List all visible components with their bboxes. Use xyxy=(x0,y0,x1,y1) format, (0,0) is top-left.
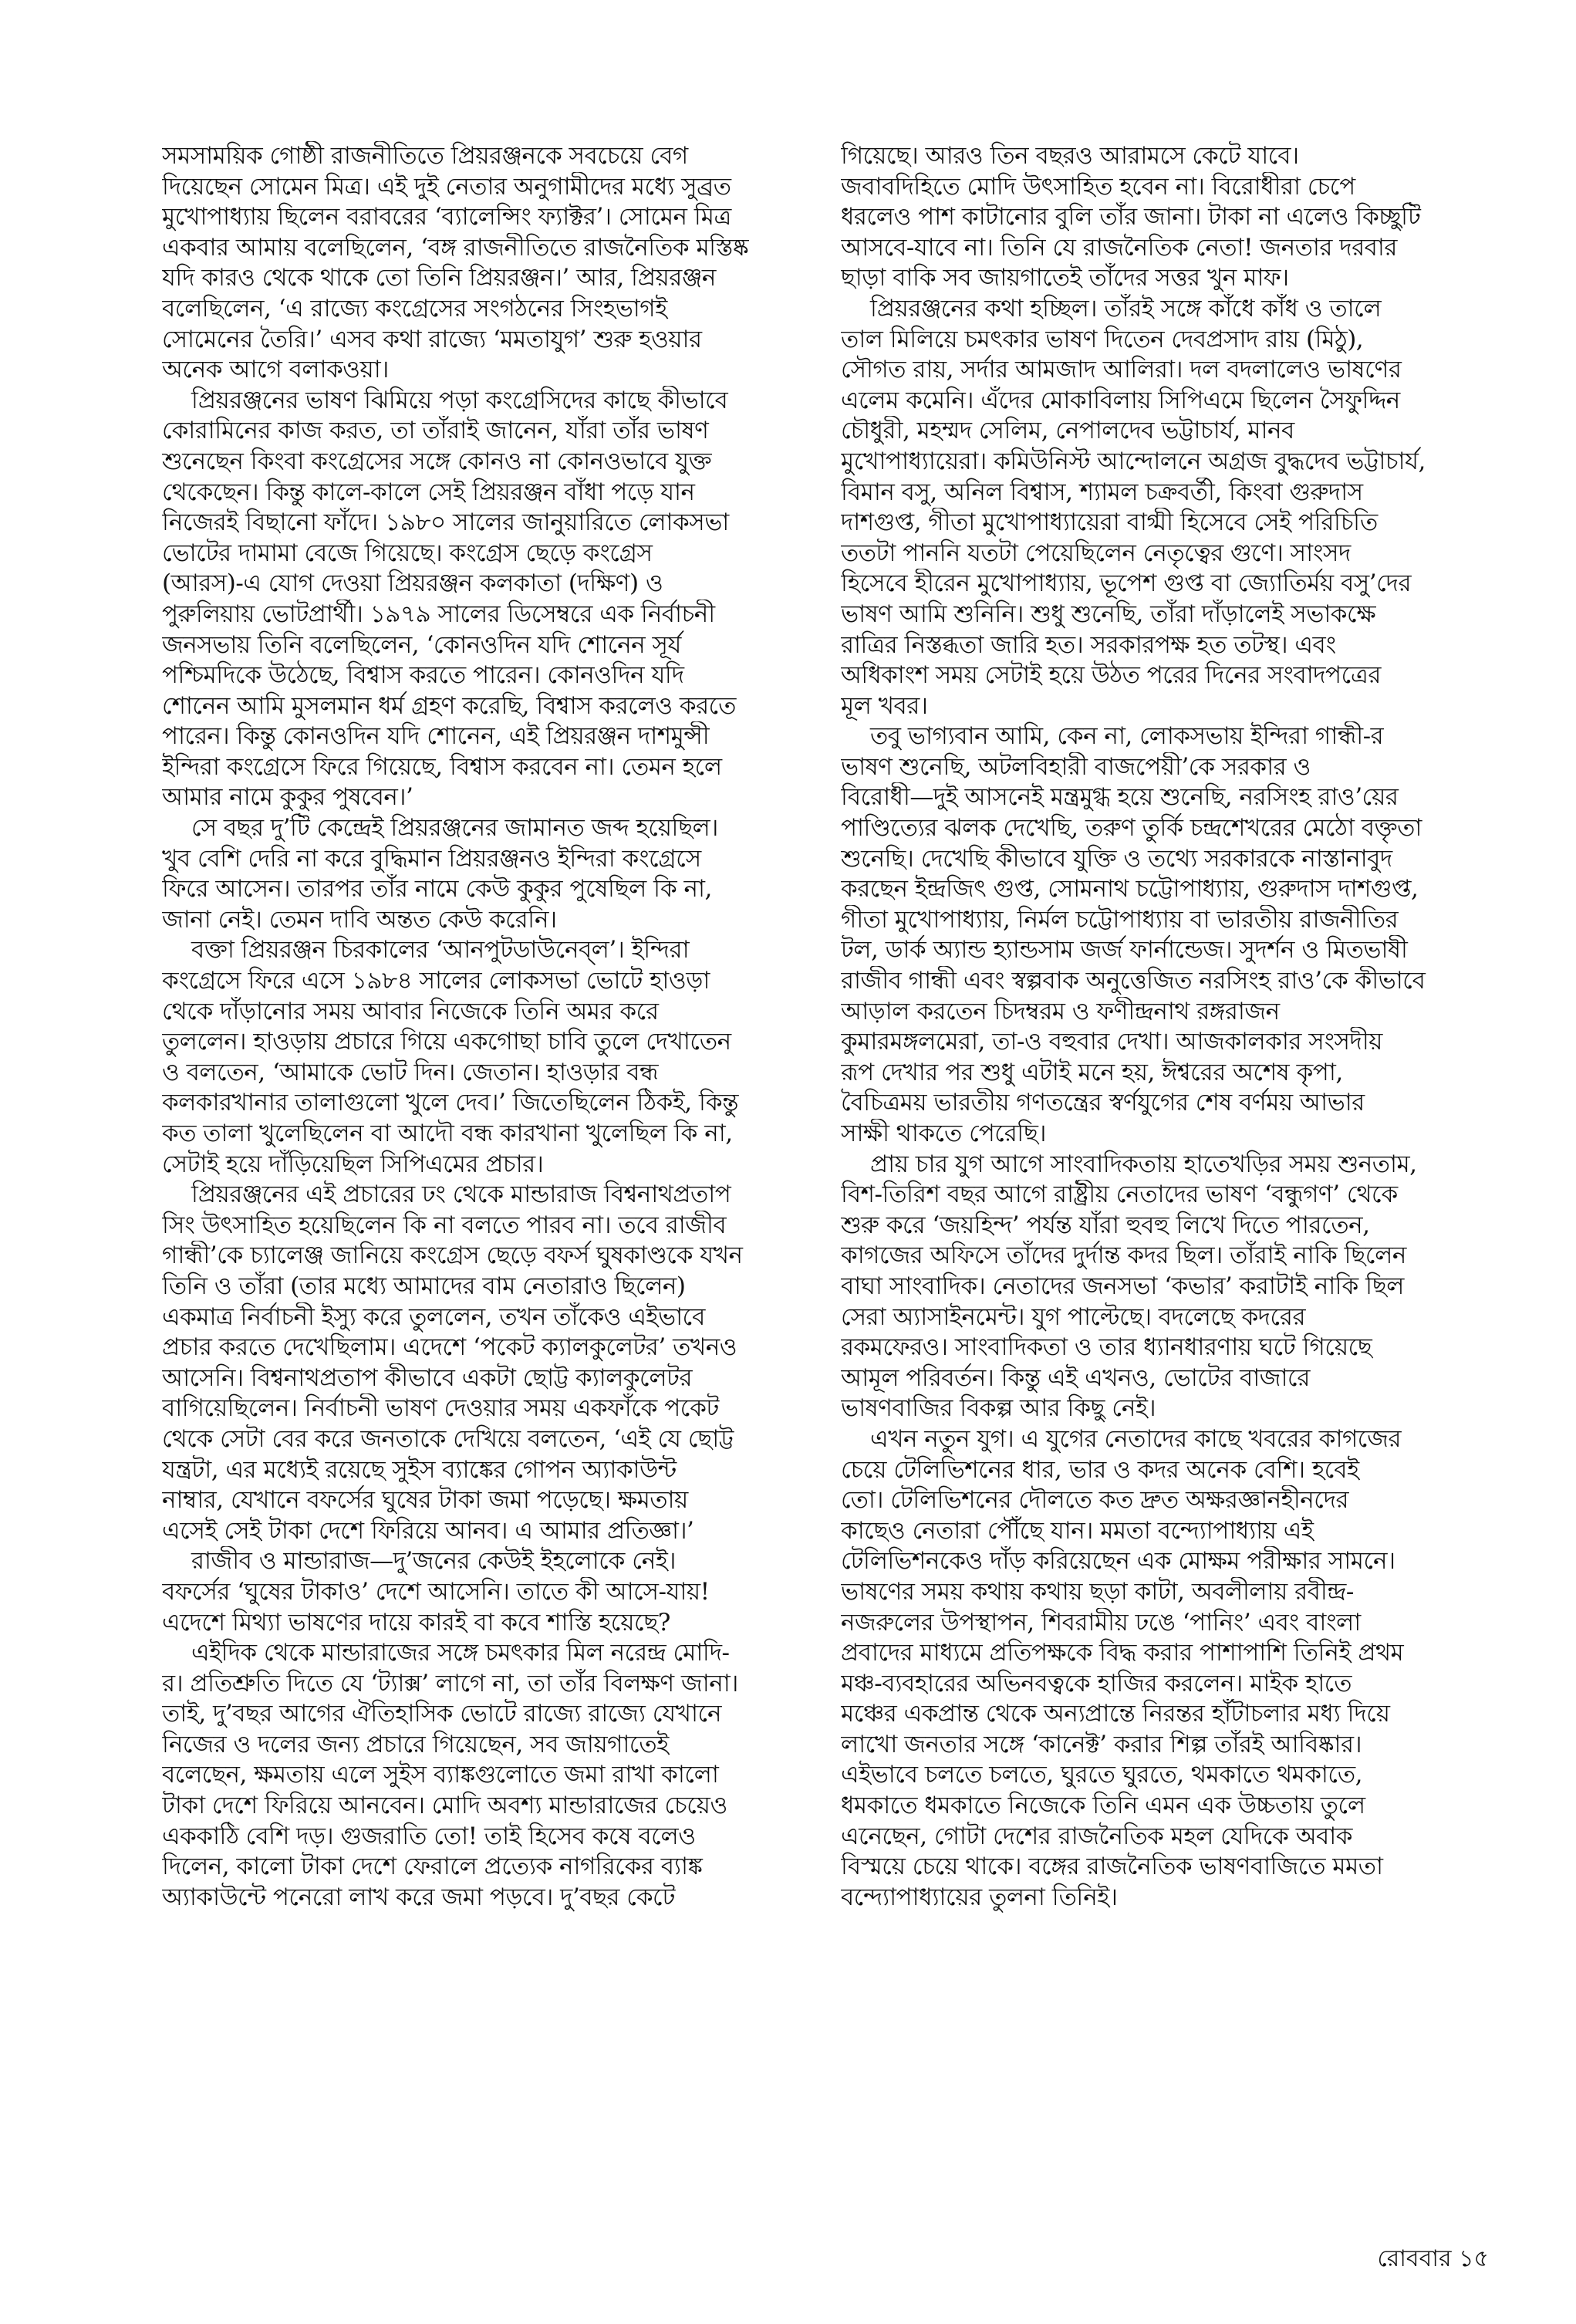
text-line: তুললেন। হাওড়ায় প্রচারে গিয়ে একগোছা চাবি তুলে দেখাতেন xyxy=(162,1028,731,1056)
text-line: ভাষণবাজির বিকল্প আর কিছু নেই। xyxy=(841,1394,1156,1423)
text-line: শুরু করে ‘জয়হিন্দ’ পর্যন্ত যাঁরা হুবহু লিখে দিতে পারতেন, xyxy=(841,1211,1370,1239)
text-line: কাগজের অফিসে তাঁদের দুর্দান্ত কদর ছিল। তাঁরাই নাকি ছিলেন xyxy=(841,1241,1406,1270)
text-line: গিয়েছে। আরও তিন বছরও আরামসে কেটে যাবে। xyxy=(841,142,1299,170)
text-line: এদেশে মিথ্যা ভাষণের দায়ে কারই বা কবে শাস্তি হয়েছে? xyxy=(162,1608,670,1637)
text-line: শুনেছেন কিংবা কংগ্রেসের সঙ্গে কোনও না কোনওভাবে যুক্ত xyxy=(162,447,712,475)
text-line: কাছেও নেতারা পৌঁছে যান। মমতা বন্দ্যোপাধ্যায় এই xyxy=(841,1516,1314,1545)
text-line: রাত্রির নিস্তব্ধতা জারি হত। সরকারপক্ষ হত তটস্থ। এবং xyxy=(841,630,1336,659)
text-line: টাকা দেশে ফিরিয়ে আনবেন। মোদি অবশ্য মান্ডারাজের চেয়েও xyxy=(162,1792,727,1820)
text-line: প্রায় চার যুগ আগে সাংবাদিকতায় হাতেখড়ির সময় শুনতাম, xyxy=(870,1150,1417,1178)
paragraph xyxy=(162,1546,810,1638)
text-line: ভাষণের সময় কথায় কথায় ছড়া কাটা, অবলীলায় রবীন্দ্র- xyxy=(841,1577,1354,1606)
text-line: প্রিয়রঞ্জনের ভাষণ ঝিমিয়ে পড়া কংগ্রেসিদের কাছে কীভাবে xyxy=(191,386,728,414)
text-line: সেরা অ্যাসাইনমেন্ট। যুগ পাল্টেছে। বদলেছে কদরের xyxy=(841,1302,1306,1331)
paragraph xyxy=(162,935,810,1180)
text-line: বক্তা প্রিয়রঞ্জন চিরকালের ‘আনপুটডাউনেব্‌ল’। ইন্দিরা xyxy=(191,936,690,964)
text-line: ভোটের দামামা বেজে গিয়েছে। কংগ্রেস ছেড়ে কংগ্রেস xyxy=(162,539,653,567)
text-line: এলেম কমেনি। এঁদের মোকাবিলায় সিপিএমে ছিলেন সৈফুদ্দিন xyxy=(841,386,1400,414)
text-line: দিলেন, কালো টাকা দেশে ফেরালে প্রত্যেক নাগরিকের ব্যাঙ্ক xyxy=(162,1853,703,1881)
text-line: এইদিক থেকে মান্ডারাজের সঙ্গে চমৎকার মিল নরেন্দ্র মোদি- xyxy=(191,1639,730,1667)
text-line: পারেন। কিন্তু কোনওদিন যদি শোনেন, এই প্রিয়রঞ্জন দাশমুন্সী xyxy=(162,722,710,751)
text-line: তাল মিলিয়ে চমৎকার ভাষণ দিতেন দেবপ্রসাদ রায় (মিঠু), xyxy=(841,325,1364,353)
text-line: মুখোপাধ্যায় ছিলেন বরাবরের ‘ব্যালেন্সিং ফ্যাক্টর’। সোমেন মিত্র xyxy=(162,203,731,231)
text-line: সাক্ষী থাকতে পেরেছি। xyxy=(841,1120,1046,1147)
text-line: মঞ্চ-ব্যবহারের অভিনবত্বকে হাজির করলেন। মাইক হাতে xyxy=(841,1669,1352,1697)
text-line: নিজের ও দলের জন্য প্রচারে গিয়েছেন, সব জায়গাতেই xyxy=(162,1730,669,1758)
text-line: র। প্রতিশ্রুতি দিতে যে ‘ট্যাক্স’ লাগে না, তা তাঁর বিলক্ষণ জানা। xyxy=(162,1669,738,1697)
text-line: আসেনি। বিশ্বনাথপ্রতাপ কীভাবে একটা ছোট্ট ক্যালকুলেটর xyxy=(162,1363,693,1392)
text-line: ধমকাতে ধমকাতে নিজেকে তিনি এমন এক উচ্চতায় তুলে xyxy=(841,1792,1365,1820)
text-line: প্রবাদের মাধ্যমে প্রতিপক্ষকে বিদ্ধ করার পাশাপাশি তিনিই প্রথম xyxy=(841,1639,1404,1667)
text-line: রকমফেরও। সাংবাদিকতা ও তার ধ্যানধারণায় ঘটে গিয়েছে xyxy=(841,1333,1372,1362)
text-line: তাই, দু’বছর আগের ঐতিহাসিক ভোটে রাজ্যে রাজ্যে যেখানে xyxy=(162,1700,721,1728)
text-line: গান্ধী’কে চ্যালেঞ্জ জানিয়ে কংগ্রেস ছেড়ে বফর্স ঘুষকাণ্ডকে যখন xyxy=(162,1241,743,1270)
text-line: ইন্দিরা কংগ্রেসে ফিরে গিয়েছে, বিশ্বাস করবেন না। তেমন হলে xyxy=(162,752,722,781)
text-line: এককাঠি বেশি দড়। গুজরাতি তো! তাই হিসেব কষে বলেও xyxy=(162,1822,696,1850)
text-line: কত তালা খুলেছিলেন বা আদৌ বন্ধ কারখানা খুলেছিল কি না, xyxy=(162,1120,733,1147)
text-line: সমসাময়িক গোষ্ঠী রাজনীতিতে প্রিয়রঞ্জনকে সবচেয়ে বেগ xyxy=(162,142,688,170)
text-line: কুমারমঙ্গলমেরা, তা-ও বহুবার দেখা। আজকালকার সংসদীয় xyxy=(841,1028,1382,1056)
text-line: শুনেছি। দেখেছি কীভাবে যুক্তি ও তথ্যে সরকারকে নাস্তানাবুদ xyxy=(841,844,1392,873)
text-line: থেকে দাঁড়ানোর সময় আবার নিজেকে তিনি অমর করে xyxy=(162,997,659,1025)
text-line: প্রচার করতে দেখেছিলাম। এদেশে ‘পকেট ক্যালকুলেটর’ তখনও xyxy=(162,1333,737,1362)
text-line: কোরামিনের কাজ করত, তা তাঁরাই জানেন, যাঁরা তাঁর ভাষণ xyxy=(162,417,709,445)
text-line: আড়াল করতেন চিদম্বরম ও ফণীন্দ্রনাথ রঙ্গরাজন xyxy=(841,997,1280,1025)
text-line: দিয়েছেন সোমেন মিত্র। এই দুই নেতার অনুগামীদের মধ্যে সুব্রত xyxy=(162,172,731,201)
text-line: আসবে-যাবে না। তিনি যে রাজনৈতিক নেতা! জনতার দরবার xyxy=(841,233,1397,262)
text-line: বফর্সের ‘ঘুষের টাকাও’ দেশে আসেনি। তাতে কী আসে-যায়! xyxy=(162,1577,710,1606)
text-line: যদি কারও থেকে থাকে তো তিনি প্রিয়রঞ্জন।’ আর, প্রিয়রঞ্জন xyxy=(162,264,716,292)
text-line: ধরলেও পাশ কাটানোর বুলি তাঁর জানা। টাকা না এলেও কিচ্ছুটি xyxy=(841,203,1421,231)
text-line: ভাষণ আমি শুনিনি। শুধু শুনেছি, তাঁরা দাঁড়ালেই সভাকক্ষে xyxy=(841,600,1376,628)
text-line: ছাড়া বাকি সব জায়গাতেই তাঁদের সত্তর খুন মাফ। xyxy=(841,264,1289,292)
text-line: কলকারখানার তালাগুলো খুলে দেব।’ জিতেছিলেন ঠিকই, কিন্তু xyxy=(162,1089,738,1117)
text-line: অধিকাংশ সময় সেটাই হয়ে উঠত পরের দিনের সংবাদপত্রের xyxy=(841,661,1381,690)
text-line: জনসভায় তিনি বলেছিলেন, ‘কোনওদিন যদি শোনেন সূর্য xyxy=(162,630,681,659)
paragraph xyxy=(162,386,810,813)
paragraph xyxy=(841,141,1490,294)
text-line: বিরোধী—দুই আসনেই মন্ত্রমুগ্ধ হয়ে শুনেছি, নরসিংহ রাও’য়ের xyxy=(841,783,1399,812)
text-line: কংগ্রেসে ফিরে এসে ১৯৮৪ সালের লোকসভা ভোটে হাওড়া xyxy=(162,967,710,995)
text-line: রূপ দেখার পর শুধু এটাই মনে হয়, ঈশ্বরের অশেষ কৃপা, xyxy=(841,1058,1343,1086)
text-line: একমাত্র নির্বাচনী ইস্যু করে তুললেন, তখন তাঁকেও এইভাবে xyxy=(162,1302,705,1331)
text-line: এখন নতুন যুগ। এ যুগের নেতাদের কাছে খবরের কাগজের xyxy=(870,1424,1402,1453)
text-line: পুরুলিয়ায় ভোটপ্রার্থী। ১৯৭৯ সালের ডিসেম্বরে এক নির্বাচনী xyxy=(162,600,715,628)
paragraph xyxy=(841,721,1490,1149)
text-line: একবার আমায় বলেছিলেন, ‘বঙ্গ রাজনীতিতে রাজনৈতিক মস্তিষ্ক xyxy=(162,233,749,262)
left-column xyxy=(162,141,810,1913)
text-line: রাজীব গান্ধী এবং স্বল্পবাক অনুত্তেজিত নরসিংহ রাও’কে কীভাবে xyxy=(841,967,1426,995)
text-line: এনেছেন, গোটা দেশের রাজনৈতিক মহল যেদিকে অবাক xyxy=(841,1822,1352,1850)
text-line: লাখো জনতার সঙ্গে ‘কানেক্ট’ করার শিল্প তাঁরই আবিষ্কার। xyxy=(841,1730,1362,1758)
text-line: বন্দ্যোপাধ্যায়ের তুলনা তিনিই। xyxy=(841,1883,1118,1911)
text-line: অনেক আগে বলাকওয়া। xyxy=(162,356,389,384)
text-line: অ্যাকাউন্টে পনেরো লাখ করে জমা পড়বে। দু’বছর কেটে xyxy=(162,1883,675,1911)
text-line: শোনেন আমি মুসলমান ধর্ম গ্রহণ করেছি, বিশ্বাস করলেও করতে xyxy=(162,691,736,720)
text-line: বিস্ময়ে চেয়ে থাকে। বঙ্গের রাজনৈতিক ভাষণবাজিতে মমতা xyxy=(841,1853,1383,1881)
text-line: তবু ভাগ্যবান আমি, কেন না, লোকসভায় ইন্দিরা গান্ধী-র xyxy=(870,722,1384,751)
text-line: বিশ-তিরিশ বছর আগে রাষ্ট্রীয় নেতাদের ভাষণ ‘বন্ধুগণ’ থেকে xyxy=(841,1181,1398,1209)
text-line: জানা নেই। তেমন দাবি অন্তত কেউ করেনি। xyxy=(162,905,557,934)
text-line: মুখোপাধ্যায়েরা। কমিউনিস্ট আন্দোলনে অগ্রজ বুদ্ধদেব ভট্টাচার্য, xyxy=(841,447,1426,475)
text-line: তো। টেলিভিশনের দৌলতে কত দ্রুত অক্ষরজ্ঞানহীনদের xyxy=(841,1486,1349,1515)
text-line: সিং উৎসাহিত হয়েছিলেন কি না বলতে পারব না। তবে রাজীব xyxy=(162,1211,727,1239)
text-line: থেকে সেটা বের করে জনতাকে দেখিয়ে বলতেন, ‘এই যে ছোট্ট xyxy=(162,1424,734,1453)
text-line: এইভাবে চলতে চলতে, ঘুরতে ঘুরতে, থমকাতে থমকাতে, xyxy=(841,1761,1362,1789)
text-line: মূল খবর। xyxy=(841,691,928,720)
text-line: নজরুলের উপস্থাপন, শিবরামীয় ঢঙে ‘পানিং’ এবং বাংলা xyxy=(841,1608,1361,1637)
text-line: বিমান বসু, অনিল বিশ্বাস, শ্যামল চক্রবর্তী, কিংবা গুরুদাস xyxy=(841,478,1363,506)
right-column xyxy=(841,141,1490,1913)
text-line: রাজীব ও মান্ডারাজ—দু’জনের কেউই ইহলোকে নেই। xyxy=(191,1547,677,1576)
text-line: এসেই সেই টাকা দেশে ফিরিয়ে আনব। এ আমার প্রতিজ্ঞা।’ xyxy=(162,1516,694,1545)
text-line: আমূল পরিবর্তন। কিন্তু এই এখনও, ভোটের বাজারে xyxy=(841,1363,1310,1392)
paragraph xyxy=(162,813,810,935)
page-footer xyxy=(1304,2244,1489,2275)
text-line: ফিরে আসেন। তারপর তাঁর নামে কেউ কুকুর পুষেছিল কি না, xyxy=(162,875,712,904)
text-line: টল, ডার্ক অ্যান্ড হ্যান্ডসাম জর্জ ফার্নান্ডেজ। সুদর্শন ও মিতভাষী xyxy=(841,936,1408,964)
text-line: ততটা পাননি যতটা পেয়েছিলেন নেতৃত্বের গুণে। সাংসদ xyxy=(841,539,1351,567)
text-line: বলেছেন, ক্ষমতায় এলে সুইস ব্যাঙ্কগুলোতে জমা রাখা কালো xyxy=(162,1761,719,1789)
paragraph xyxy=(162,1180,810,1546)
text-line: সৌগত রায়, সর্দার আমজাদ আলিরা। দল বদলালেও ভাষণের xyxy=(841,356,1402,384)
text-line: চেয়ে টেলিভিশনের ধার, ভার ও কদর অনেক বেশি। হবেই xyxy=(841,1455,1359,1484)
text-line: সেটাই হয়ে দাঁড়িয়েছিল সিপিএমের প্রচার। xyxy=(162,1150,544,1178)
text-line: বাঘা সাংবাদিক। নেতাদের জনসভা ‘কভার’ করাটাই নাকি ছিল xyxy=(841,1272,1404,1300)
text-line: প্রিয়রঞ্জনের কথা হচ্ছিল। তাঁরই সঙ্গে কাঁধে কাঁধ ও তালে xyxy=(870,294,1382,323)
magazine-name: রোববার xyxy=(1377,2245,1452,2272)
text-line: থেকেছেন। কিন্তু কালে-কালে সেই প্রিয়রঞ্জন বাঁধা পড়ে যান xyxy=(162,478,695,506)
text-line: টেলিভিশনকেও দাঁড় করিয়েছেন এক মোক্ষম পরীক্ষার সামনে। xyxy=(841,1547,1395,1576)
text-line: প্রিয়রঞ্জনের এই প্রচারের ঢং থেকে মান্ডারাজ বিশ্বনাথপ্রতাপ xyxy=(191,1181,731,1209)
text-line: ও বলতেন, ‘আমাকে ভোট দিন। জেতান। হাওড়ার বন্ধ xyxy=(162,1058,659,1086)
text-line: মঞ্চের একপ্রান্ত থেকে অন্যপ্রান্তে নিরন্তর হাঁটাচলার মধ্য দিয়ে xyxy=(841,1700,1390,1728)
text-line: গীতা মুখোপাধ্যায়, নির্মল চট্টোপাধ্যায় বা ভারতীয় রাজনীতির xyxy=(841,905,1399,934)
page-number: ১৫ xyxy=(1459,2245,1489,2272)
text-line: চৌধুরী, মহম্মদ সেলিম, নেপালদেব ভট্টাচার্য, মানব xyxy=(841,417,1294,445)
text-line: দাশগুপ্ত, গীতা মুখোপাধ্যায়েরা বাগ্মী হিসেবে সেই পরিচিতি xyxy=(841,508,1378,537)
text-line: নিজেরই বিছানো ফাঁদে। ১৯৮০ সালের জানুয়ারিতে লোকসভা xyxy=(162,508,729,537)
paragraph xyxy=(841,294,1490,721)
text-line: যন্ত্রটা, এর মধ্যেই রয়েছে সুইস ব্যাঙ্কের গোপন অ্যাকাউন্ট xyxy=(162,1455,677,1484)
paragraph xyxy=(841,1424,1490,1914)
text-line: নাম্বার, যেখানে বফর্সের ঘুষের টাকা জমা পড়েছে। ক্ষমতায় xyxy=(162,1486,688,1515)
paragraph xyxy=(841,1150,1490,1424)
text-line: খুব বেশি দেরি না করে বুদ্ধিমান প্রিয়রঞ্জনও ইন্দিরা কংগ্রেসে xyxy=(162,844,701,873)
text-line: আমার নামে কুকুর পুষবেন।’ xyxy=(162,783,413,812)
text-line: বলেছিলেন, ‘এ রাজ্যে কংগ্রেসের সংগঠনের সিংহভাগই xyxy=(162,294,667,323)
text-line: বাগিয়েছিলেন। নির্বাচনী ভাষণ দেওয়ার সময় একফাঁকে পকেট xyxy=(162,1394,719,1423)
paragraph xyxy=(162,1638,810,1913)
text-line: পশ্চিমদিকে উঠেছে, বিশ্বাস করতে পারেন। কোনওদিন যদি xyxy=(162,661,684,690)
text-line: করছেন ইন্দ্রজিৎ গুপ্ত, সোমনাথ চট্টোপাধ্যায়, গুরুদাস দাশগুপ্ত, xyxy=(841,875,1419,904)
text-line: জবাবদিহিতে মোদি উৎসাহিত হবেন না। বিরোধীরা চেপে xyxy=(841,172,1355,201)
text-line: (আরস)-এ যোগ দেওয়া প্রিয়রঞ্জন কলকাতা (দক্ষিণ) ও xyxy=(162,569,663,598)
text-line: বৈচিত্রময় ভারতীয় গণতন্ত্রের স্বর্ণযুগের শেষ বর্ণময় আভার xyxy=(841,1089,1365,1117)
text-line: হিসেবে হীরেন মুখোপাধ্যায়, ভূপেশ গুপ্ত বা জ্যোতির্ময় বসু’দের xyxy=(841,569,1412,598)
text-line: সে বছর দু’টি কেন্দ্রেই প্রিয়রঞ্জনের জামানত জব্দ হয়েছিল। xyxy=(191,814,718,843)
text-line: ভাষণ শুনেছি, অটলবিহারী বাজপেয়ী’কে সরকার ও xyxy=(841,752,1311,781)
paragraph xyxy=(162,141,810,386)
text-line: তিনি ও তাঁরা (তার মধ্যে আমাদের বাম নেতারাও ছিলেন) xyxy=(162,1272,686,1300)
text-line: সোমেনের তৈরি।’ এসব কথা রাজ্যে ‘মমতাযুগ’ শুরু হওয়ার xyxy=(162,325,702,353)
text-line: পাণ্ডিত্যের ঝলক দেখেছি, তরুণ তুর্কি চন্দ্রশেখরের মেঠো বক্তৃতা xyxy=(841,814,1422,843)
